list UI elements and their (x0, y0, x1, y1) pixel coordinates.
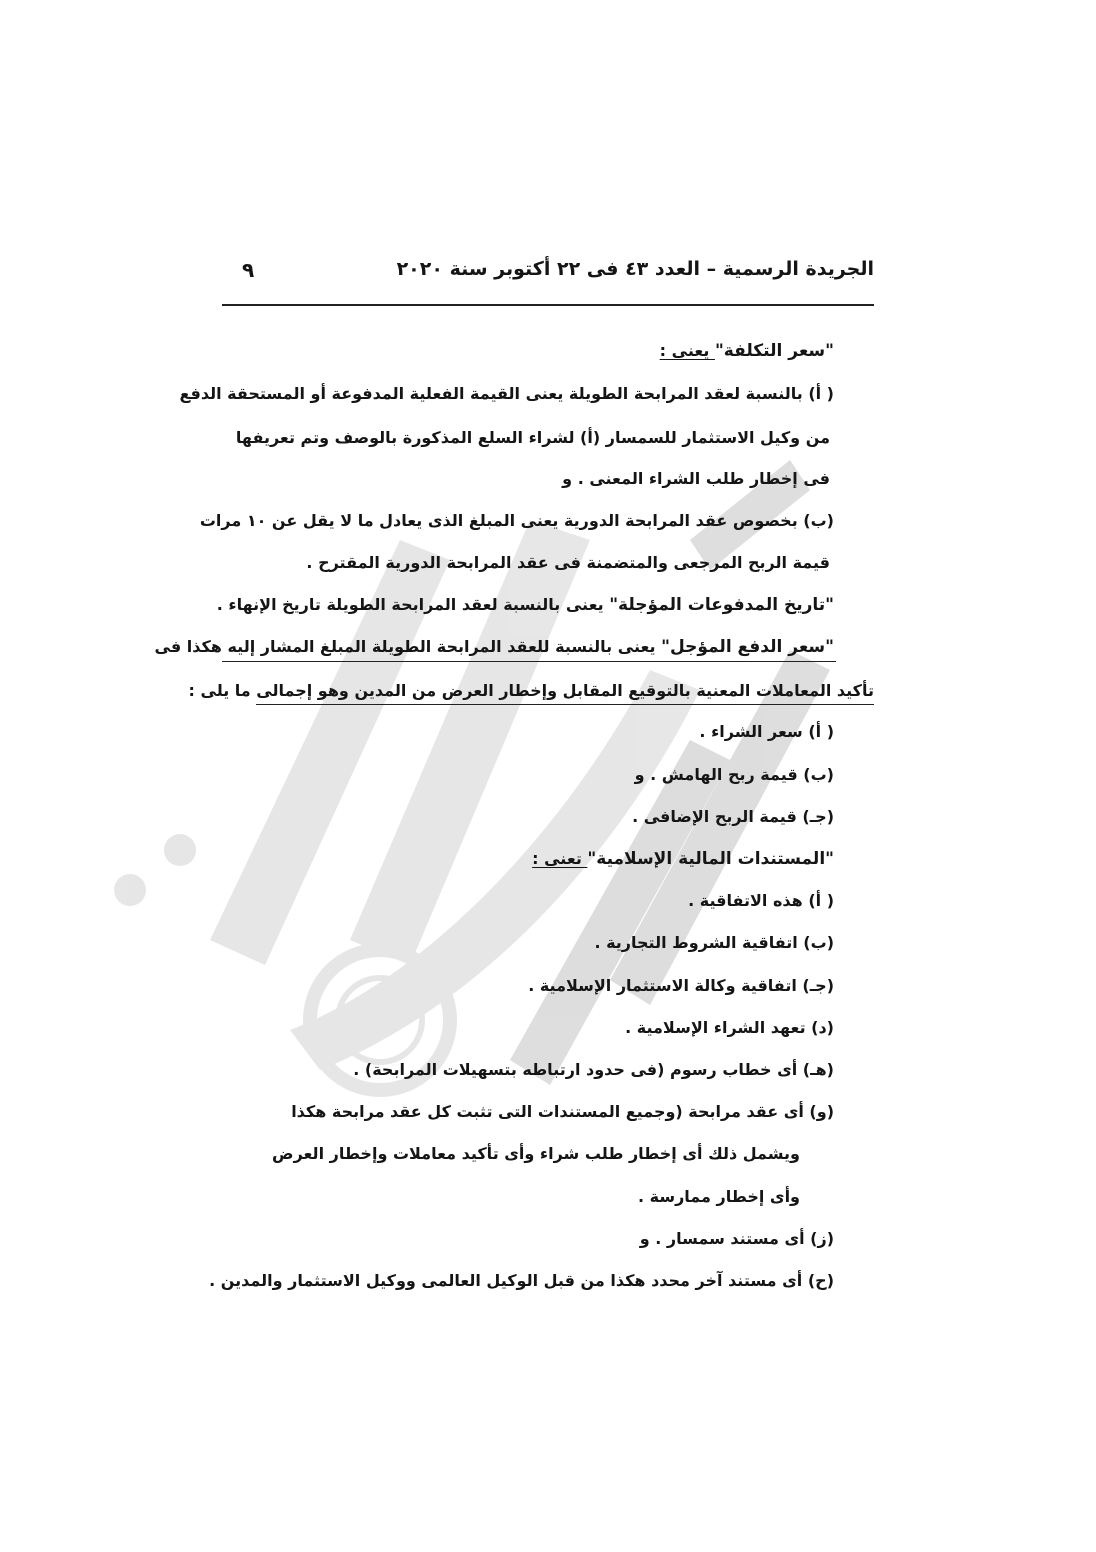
line-text: قيمة الربح المرجعى والمتضمنة فى عقد المرابحة الدورية المقترح . (306, 553, 830, 572)
list-item (635, 764, 834, 786)
definition-cost-price (660, 340, 834, 362)
line-text: (ح) أى مستند آخر محدد هكذا من قبل الوكيل العالمى ووكيل الاستثمار والمدين . (209, 1271, 834, 1290)
line-text: (جـ) اتفاقية وكالة الاستثمار الإسلامية . (528, 976, 834, 995)
defined-term: "سعر الدفع المؤجل" (661, 637, 834, 657)
page-number: ٩ (242, 258, 255, 282)
list-item (688, 890, 834, 912)
defined-term: "تاريخ المدفوعات المؤجلة" (609, 595, 834, 615)
list-item (594, 932, 834, 954)
page-header (222, 258, 874, 298)
paragraph-line (189, 680, 874, 702)
definition-deferred-payment-price (155, 636, 834, 658)
line-text: يعنى : (659, 341, 715, 360)
paragraph-line (200, 510, 834, 532)
line-text: ( أ) هذه الاتفاقية . (688, 891, 834, 910)
line-text: فى إخطار طلب الشراء المعنى . و (562, 469, 830, 488)
list-item (699, 721, 834, 743)
line-text: يعنى بالنسبة للعقد المرابحة الطويلة المبلغ المشار إليه هكذا فى (154, 637, 662, 656)
definition-islamic-finance-documents (532, 848, 834, 870)
list-item (625, 1017, 834, 1039)
line-text: يعنى بالنسبة لعقد المرابحة الطويلة تاريخ الإنهاء . (216, 595, 610, 614)
list-item (353, 1059, 834, 1081)
underline-rule (256, 704, 874, 705)
defined-term: "المستندات المالية الإسلامية" (587, 849, 834, 869)
line-text: تعنى : (532, 849, 588, 868)
paragraph-line (562, 468, 830, 490)
line-text: (ب) قيمة ربح الهامش . و (634, 765, 834, 784)
paragraph-line (236, 427, 830, 449)
line-text: تأكيد المعاملات المعنية بالتوقيع المقابل وإخطار العرض من المدين وهو إجمالى ما يلى : (188, 681, 874, 700)
line-text: ( أ) بالنسبة لعقد المرابحة الطويلة يعنى القيمة الفعلية المدفوعة أو المستحقة الدفع (179, 384, 834, 403)
paragraph-line (179, 383, 834, 405)
list-item-continuation (272, 1143, 800, 1165)
line-text: (ب) بخصوص عقد المرابحة الدورية يعنى المبلغ الذى يعادل ما لا يقل عن ١٠ مرات (199, 511, 834, 530)
header-divider (222, 304, 874, 306)
defined-term: "سعر التكلفة" (714, 341, 834, 361)
line-text: ( أ) سعر الشراء . (699, 722, 834, 741)
gazette-header-title: الجريدة الرسمية – العدد ٤٣ فى ٢٢ أكتوبر سنة ٢٠٢٠ (396, 258, 874, 280)
line-text: (هـ) أى خطاب رسوم (فى حدود ارتباطه بتسهيلات المرابحة) . (353, 1060, 834, 1079)
line-text: (ز) أى مستند سمسار . و (639, 1229, 834, 1248)
definition-deferred-payment-date (217, 594, 834, 616)
line-text: (ب) اتفاقية الشروط التجارية . (594, 933, 834, 952)
list-item-continuation (638, 1186, 800, 1208)
list-item (528, 975, 834, 997)
list-item (291, 1101, 834, 1123)
list-item (632, 806, 834, 828)
underline-rule (222, 661, 836, 662)
line-text: ويشمل ذلك أى إخطار طلب شراء وأى تأكيد معاملات وإخطار العرض (272, 1144, 800, 1163)
line-text: (د) تعهد الشراء الإسلامية . (625, 1018, 834, 1037)
line-text: وأى إخطار ممارسة . (638, 1187, 800, 1206)
list-item (640, 1228, 834, 1250)
line-text: من وكيل الاستثمار للسمسار (أ) لشراء السلع المذكورة بالوصف وتم تعريفها (235, 428, 830, 447)
line-text: (جـ) قيمة الربح الإضافى . (632, 807, 834, 826)
paragraph-line (306, 552, 830, 574)
line-text: (و) أى عقد مرابحة (وجميع المستندات التى تثبت كل عقد مرابحة هكذا (291, 1102, 834, 1121)
list-item (209, 1270, 834, 1292)
